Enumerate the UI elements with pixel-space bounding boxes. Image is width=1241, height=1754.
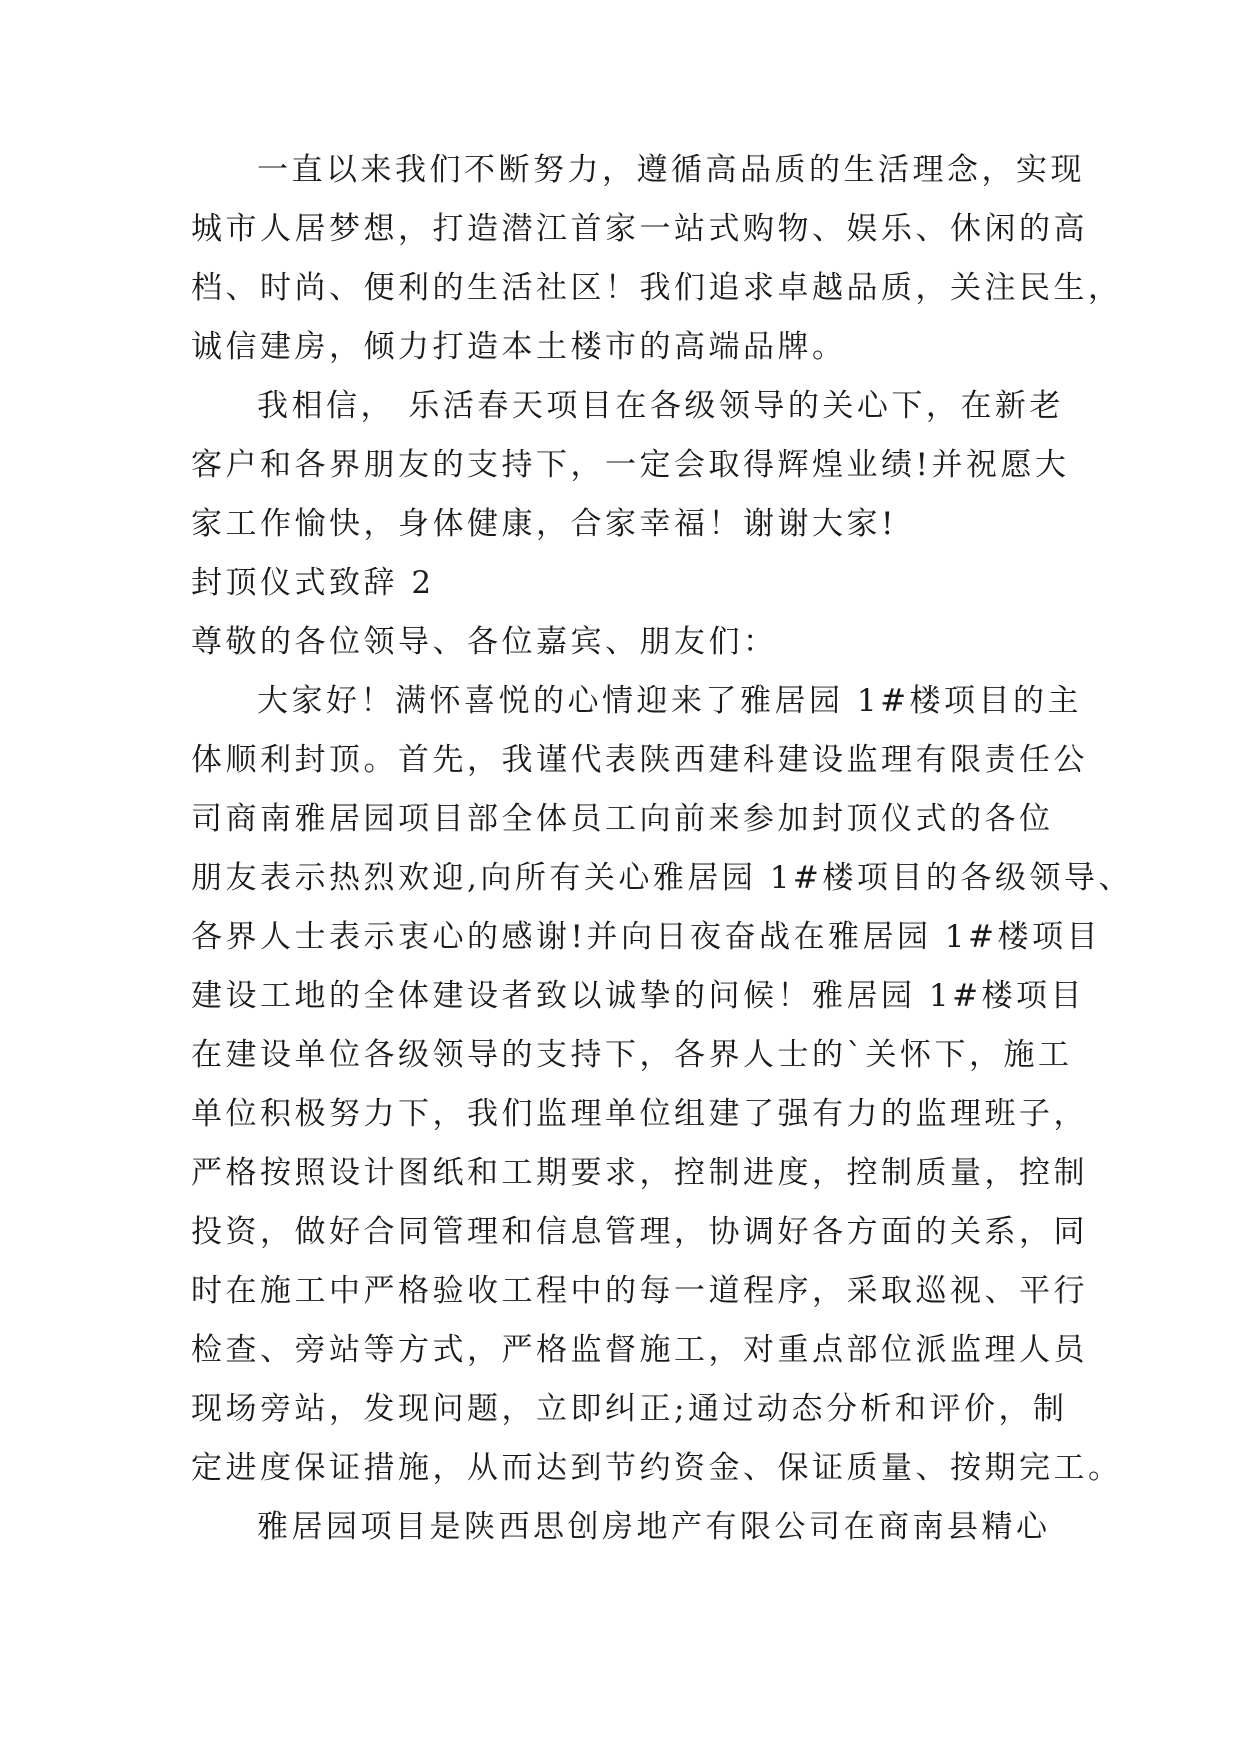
paragraph-line: 客户和各界朋友的支持下，一定会取得辉煌业绩!并祝愿大 — [191, 447, 1070, 483]
section-heading: 封顶仪式致辞 2 — [191, 565, 435, 601]
paragraph-line: 单位积极努力下，我们监理单位组建了强有力的监理班子， — [191, 1096, 1088, 1132]
paragraph-line: 档、时尚、便利的生活社区！我们追求卓越品质，关注民生， — [191, 270, 1123, 306]
paragraph-line: 朋友表示热烈欢迎,向所有关心雅居园 1#楼项目的各级领导、 — [191, 860, 1133, 896]
salutation: 尊敬的各位领导、各位嘉宾、朋友们： — [191, 624, 778, 660]
paragraph-line: 我相信， 乐活春天项目在各级领导的关心下，在新老 — [257, 388, 1064, 424]
paragraph-line: 司商南雅居园项目部全体员工向前来参加封顶仪式的各位 — [191, 801, 1054, 837]
paragraph-line: 定进度保证措施，从而达到节约资金、保证质量、按期完工。 — [191, 1450, 1123, 1486]
paragraph-line: 体顺利封顶。首先，我谨代表陕西建科建设监理有限责任公 — [191, 742, 1088, 778]
paragraph-line: 在建设单位各级领导的支持下，各界人士的`关怀下，施工 — [191, 1037, 1073, 1073]
paragraph-line: 时在施工中严格验收工程中的每一道程序，采取巡视、平行 — [191, 1273, 1088, 1309]
paragraph-line: 投资，做好合同管理和信息管理，协调好各方面的关系，同 — [191, 1214, 1088, 1250]
paragraph-line: 检查、旁站等方式，严格监督施工，对重点部位派监理人员 — [191, 1332, 1088, 1368]
paragraph-line: 各界人士表示衷心的感谢!并向日夜奋战在雅居园 1#楼项目 — [191, 919, 1102, 955]
paragraph-line: 诚信建房，倾力打造本土楼市的高端品牌。 — [191, 329, 847, 365]
paragraph-line: 雅居园项目是陕西思创房地产有限公司在商南县精心 — [257, 1509, 1051, 1545]
paragraph-line: 一直以来我们不断努力，遵循高品质的生活理念，实现 — [257, 152, 1085, 188]
paragraph-line: 大家好！满怀喜悦的心情迎来了雅居园 1#楼项目的主 — [257, 683, 1083, 719]
paragraph-line: 严格按照设计图纸和工期要求，控制进度，控制质量，控制 — [191, 1155, 1088, 1191]
paragraph-line: 现场旁站，发现问题，立即纠正;通过动态分析和评价，制 — [191, 1391, 1068, 1427]
paragraph-line: 家工作愉快，身体健康，合家幸福！谢谢大家! — [191, 506, 897, 542]
paragraph-line: 建设工地的全体建设者致以诚挚的问候！雅居园 1#楼项目 — [191, 978, 1086, 1014]
paragraph-line: 城市人居梦想，打造潜江首家一站式购物、娱乐、休闲的高 — [191, 211, 1088, 247]
